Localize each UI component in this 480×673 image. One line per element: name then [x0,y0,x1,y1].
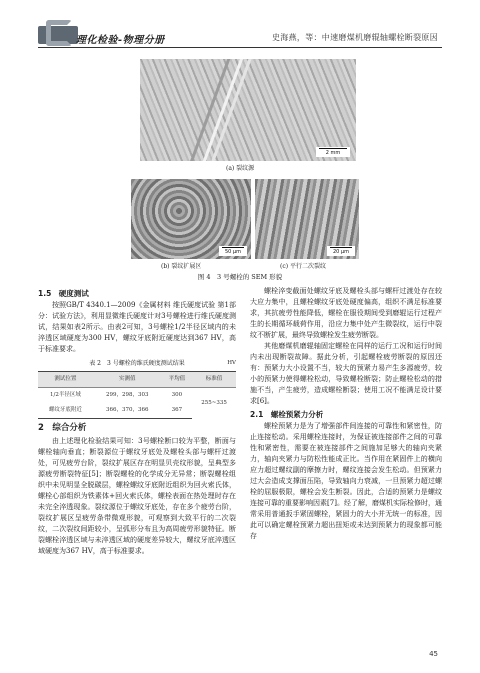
right-column [250,286,442,542]
table-cell: 1/2半径区域 [49,392,81,398]
sem-image-secondary-cracks [255,179,359,259]
table-cell: 300 [171,392,183,398]
left-column [38,286,236,557]
author-line: 史海燕，等：中速磨煤机磨辊轴螺栓断裂原因 [272,33,438,42]
journal-name: 理化检验-物理分册 [76,35,165,46]
table-header-cell: 标准值 [192,372,236,388]
running-header [0,0,480,50]
page-number: 45 [429,650,438,658]
hardness-table [38,371,236,419]
table-cell: 299，298，303 [106,392,149,398]
table-cell: 367 [162,403,192,419]
figure-caption-c: (c) 平行二次裂纹 [280,263,326,270]
figure-caption-b: (b) 裂纹扩展区 [161,263,202,270]
journal-logo-mark-icon [46,20,72,46]
table-header-cell: 测试位置 [38,372,93,388]
scale-bar: 50 μm [219,246,247,256]
paragraph-hardness: 按照GB/T 4340.1—2009《金属材料 维氏硬度试验 第1部分：试验方法》，利用显微维氏硬度计对3号螺栓进行维氏硬度测试，结果如表2所示。由表2可知，3号螺栓1/2半径区域内的未淬透区域硬度为300 HV，螺纹牙底附近硬度达到367 HV，高于标准要求。 [38,301,236,353]
table-cell: 螺纹牙底附近 [38,403,93,419]
figure-caption-a: (a) 裂纹源 [226,165,255,172]
paragraph-stress: 螺栓淬变截面处螺纹牙底及螺栓头部与螺杆过渡处存在较大应力集中，且螺栓螺纹牙底处硬度偏高，组织不满足标准要求，其抗疲劳性能降低，螺栓在服役期间受到磨辊运行过程产生的长期循环载荷作用，沿应力集中处产生微裂纹，运行中裂纹不断扩展，最终导致螺栓发生疲劳断裂。 [250,287,442,339]
header-rule [38,47,442,48]
section-heading-2: 2 综合分析 [38,423,87,433]
paragraph-causes: 其他磨煤机磨辊轴固定螺栓在同样的运行工况和运行时间内未出现断裂故障。据此分析，引起螺栓疲劳断裂的原因还有：预紧力大小设置不当，较大的预紧力易产生多源疲劳，较小的预紧力使得螺栓松动，导致螺栓断裂；防止螺栓松动的措施不当，产生疲劳，造成螺栓断裂；使用工况不能满足设计要求[6]。 [250,342,442,405]
scale-bar: 2 mm [316,147,350,157]
table-caption: 表 2 3 号螺栓的维氏硬度测试结果 [89,360,185,367]
table-title [38,358,236,369]
sem-image-crack-source [140,59,356,161]
section-heading-2-1: 2.1 螺栓预紧力分析 [250,410,324,419]
figure-title: 图 4 3 号螺栓的 SEM 形貌 [197,273,283,281]
paragraph-preload: 螺栓预紧力是为了增强部件间连接的可靠性和紧密性，防止连接松动。采用螺栓连接时，为保证被连接部件之间的可靠性和紧密性，需要在被连接部件之间施加足够大的轴向夹紧力，轴向夹紧力与防松性能成正比。当作用在紧固件上的横向应力超过螺纹副的摩擦力时，螺纹连接会发生松动。但预紧力过大会造成支撑面压陷，导致轴向力衰减，一旦预紧力超过螺栓的屈服极限，螺栓会发生断裂。因此，合适的预紧力是螺纹连接可靠的重要影响因素[7]。经了解，磨煤机实际检修时，通常采用普通扳手紧固螺栓，紧固力的大小并无统一的标准，因此可以确定螺栓预紧力超出扭矩或未达到预紧力的现象都可能存 [250,422,442,540]
table-header-row [38,372,236,388]
table-header-cell: 平均值 [162,372,192,388]
table-standard-cell: 255~335 [201,399,227,406]
table-cell: 366，370，366 [93,403,162,419]
sem-image-crack-propagation [131,179,251,259]
paragraph-analysis: 由上述理化检验结果可知：3号螺栓断口较为平整，断面与螺栓轴向垂直；断裂源位于螺纹牙底处及螺栓头部与螺杆过渡处，可见疲劳台阶，裂纹扩展区存在明显贝壳纹形貌，呈典型多源疲劳断裂特征[5]；断裂螺栓的化学成分无异常；断裂螺栓组织中未见明显全脱碳层，螺栓螺纹牙底附近组织为回火索氏体，螺栓心部组织为铁素体+回火索氏体，螺栓表面在热处理时存在未完全淬透现象。裂纹源位于螺纹牙底处，存在多个疲劳台阶，裂纹扩展区呈疲劳条带微观形貌，可观察到大致平行的二次裂纹，二次裂纹间距较小，呈弧形分布且为高周疲劳形貌特征。断裂螺栓淬透区域与未淬透区域的硬度差异较大，螺纹牙底淬透区域硬度为367 HV，高于标准要求。 [38,437,236,555]
section-heading-1-5: 1.5 硬度测试 [38,289,89,298]
table-header-cell: 实测值 [93,372,162,388]
scale-bar: 20 μm [327,246,355,256]
table-unit: HV [227,360,236,366]
table-row [38,388,236,404]
crack-feature [198,59,245,161]
